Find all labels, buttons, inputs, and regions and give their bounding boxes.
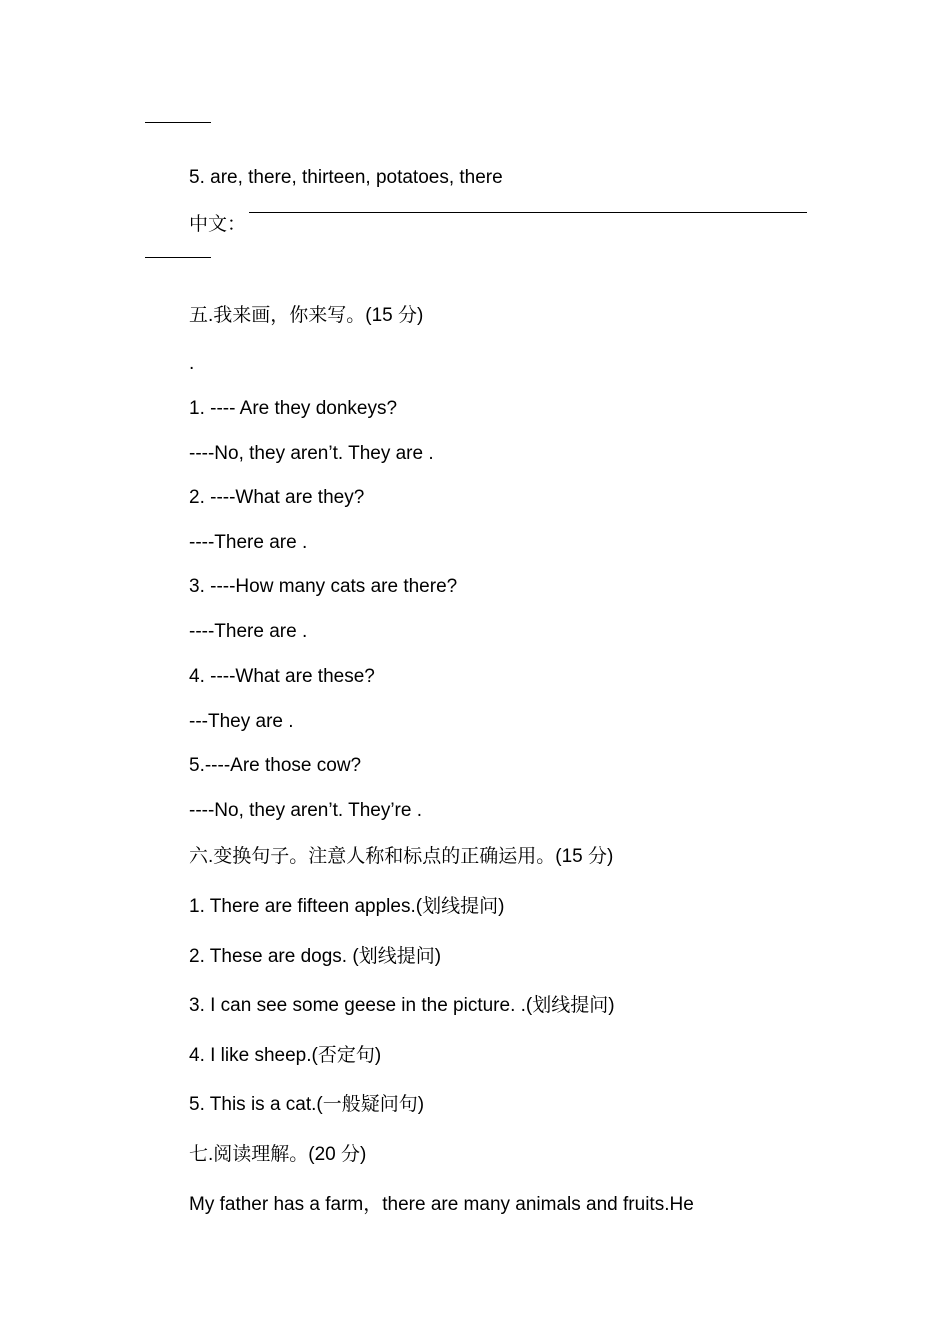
transform-2: 2. These are dogs. (划线提问) [189, 946, 442, 967]
section-6-heading: 六.变换句子。注意人称和标点的正确运用。(15 分) [189, 846, 614, 867]
answer-5: ----No, they aren’t. They’re . [189, 800, 423, 821]
transform-5: 5. This is a cat.(一般疑问句) [189, 1094, 425, 1115]
chinese-label: 中文： [189, 214, 247, 235]
answer-4: ---They are . [189, 711, 294, 732]
transform-1: 1. There are fifteen apples.(划线提问) [189, 896, 505, 917]
answer-3: ----There are . [189, 621, 308, 642]
question-5: 5.----Are those cow? [189, 755, 362, 776]
answer-line-top [145, 122, 211, 123]
reading-paragraph-line-1: My father has a farm，there are many animals and fruits.He [189, 1194, 694, 1215]
transform-3: 3. I can see some geese in the picture. .(划线提问) [189, 995, 615, 1016]
answer-line-continued [145, 257, 211, 258]
answer-2: ----There are . [189, 532, 308, 553]
question-1: 1. ---- Are they donkeys? [189, 398, 398, 419]
question-3: 3. ----How many cats are there? [189, 576, 458, 597]
section-5-heading: 五.我来画，你来写。(15 分) [189, 305, 424, 326]
question-2: 2. ----What are they? [189, 487, 365, 508]
answer-1: ----No, they aren’t. They are . [189, 443, 434, 464]
transform-4: 4. I like sheep.(否定句) [189, 1045, 382, 1066]
dot-marker: . [189, 353, 195, 374]
item-5-words: 5. are, there, thirteen, potatoes, there [189, 167, 503, 188]
section-7-heading: 七.阅读理解。(20 分) [189, 1144, 367, 1165]
chinese-answer-line [249, 212, 807, 213]
question-4: 4. ----What are these? [189, 666, 375, 687]
